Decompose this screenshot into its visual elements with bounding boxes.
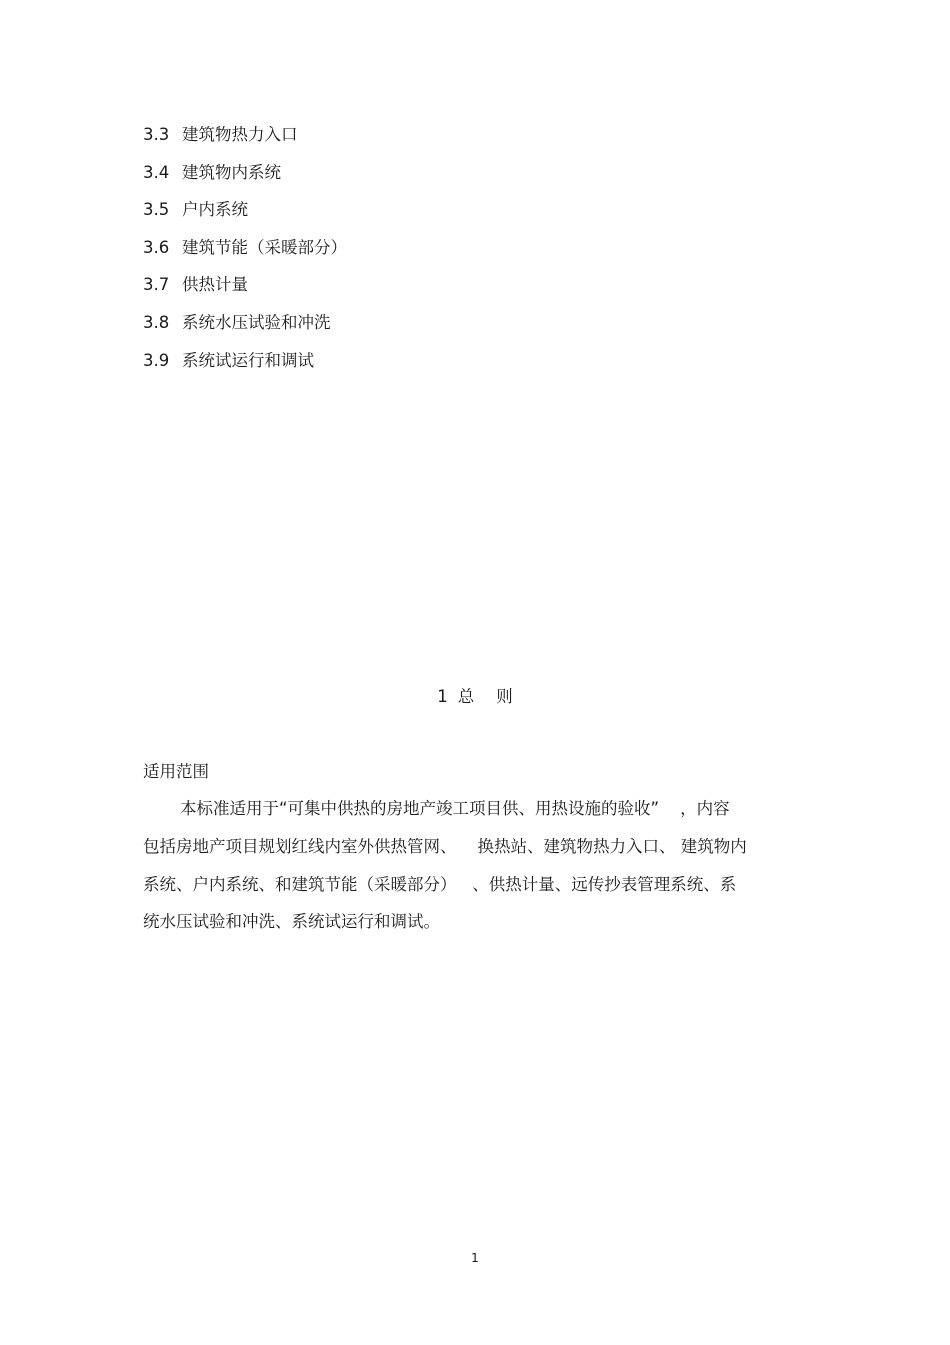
toc-item-number: 3.5 — [143, 200, 170, 220]
toc-item-number: 3.4 — [143, 162, 170, 182]
paragraph-line-2: 包括房地产项目规划红线内室外供热管网、 换热站、建筑物热力入口、 建筑物内 — [143, 837, 747, 856]
toc-item-title: 供热计量 — [182, 275, 248, 295]
toc-item-title: 建筑节能（采暖部分） — [182, 237, 347, 257]
toc-item — [143, 272, 347, 310]
toc-item — [143, 160, 347, 198]
paragraph-line-1: 本标准适用于“可集中供热的房地产竣工项目供、用热设施的验收” ，内容 — [180, 799, 730, 818]
toc-item — [143, 348, 347, 386]
section-title: 适用范围 — [143, 762, 209, 781]
toc-item — [143, 197, 347, 235]
table-of-contents — [143, 122, 347, 385]
chapter-title-part-2: 则 — [496, 687, 513, 706]
toc-item-number: 3.6 — [143, 237, 170, 257]
chapter-number: 1 — [437, 687, 448, 706]
toc-item — [143, 235, 347, 273]
toc-item-number: 3.8 — [143, 312, 170, 332]
toc-item-title: 系统水压试验和冲洗 — [182, 312, 331, 332]
paragraph-line-3: 系统、户内系统、和建筑节能（采暖部分） 、供热计量、远传抄表管理系统、系 — [143, 875, 737, 894]
paragraph-line-4: 统水压试验和冲洗、系统试运行和调试。 — [143, 912, 440, 931]
chapter-title-part-1: 总 — [457, 687, 475, 706]
toc-item — [143, 310, 347, 348]
page-number: 1 — [471, 1251, 479, 1265]
toc-item-number: 3.9 — [143, 350, 170, 370]
toc-item — [143, 122, 347, 160]
toc-item-number: 3.3 — [143, 125, 170, 144]
toc-item-title: 户内系统 — [182, 200, 248, 220]
toc-item-title: 系统试运行和调试 — [182, 350, 314, 370]
toc-item-number: 3.7 — [143, 275, 170, 295]
toc-item-title: 建筑物热力入口 — [182, 125, 298, 144]
chapter-heading — [0, 684, 950, 710]
toc-item-title: 建筑物内系统 — [182, 162, 281, 182]
